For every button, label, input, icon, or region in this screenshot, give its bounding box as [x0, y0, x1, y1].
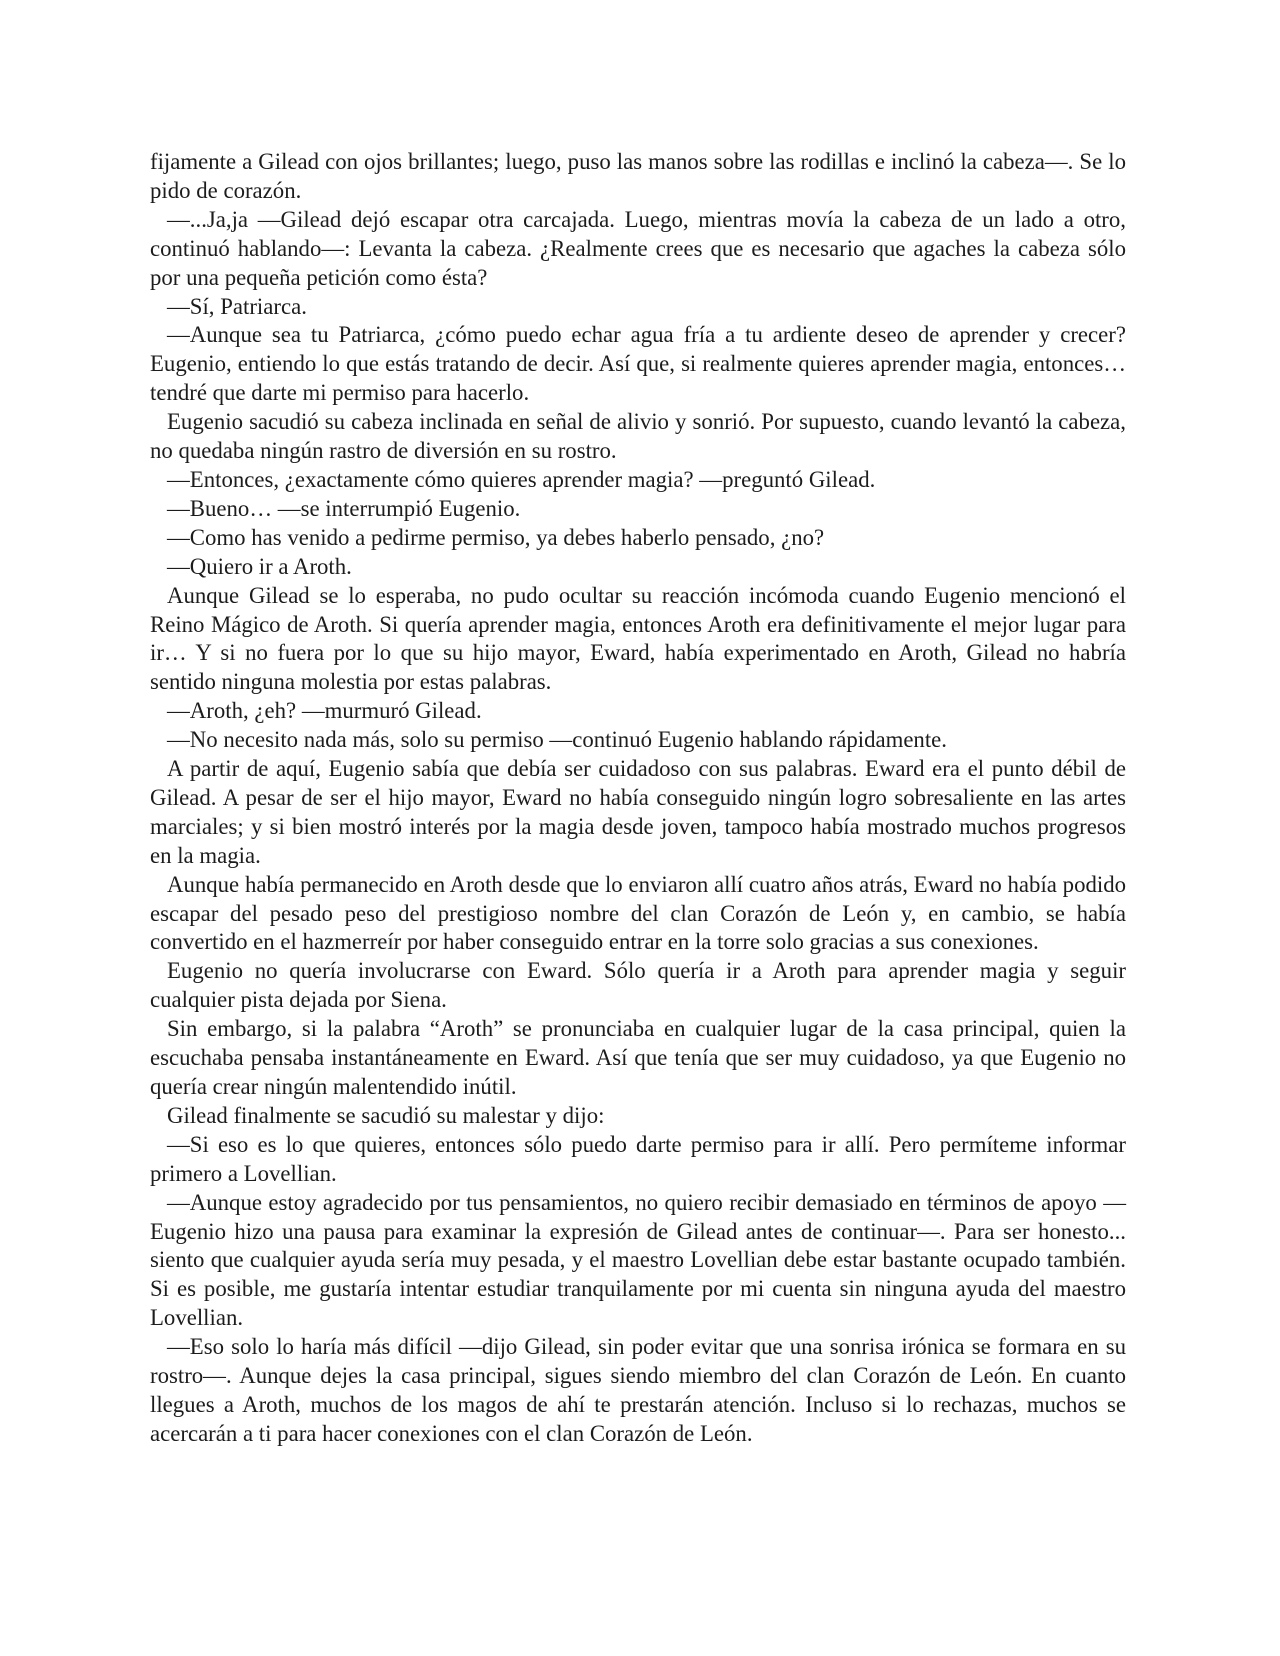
- paragraph-20: —Eso solo lo haría más difícil —dijo Gilead, sin poder evitar que una sonrisa irónica se formara en su rostro—. Aunque dejes la casa principal, sigues siendo miembro del clan Corazón de León. En cuanto llegues a Aroth, muchos de los magos de ahí te prestarán atención. Incluso si lo rechazas, muchos se acercarán a ti para hacer conexiones con el clan Corazón de León.: [150, 1334, 1126, 1446]
- paragraph-8: —Como has venido a pedirme permiso, ya debes haberlo pensado, ¿no?: [167, 524, 825, 550]
- paragraph-14: Aunque había permanecido en Aroth desde que lo enviaron allí cuatro años atrás, Eward no había podido escapar del pesado peso del prestigioso nombre del clan Corazón de León y, en cambio, se había convertido en el hazmerreír por haber conseguido entrar en la torre solo gracias a sus conexiones.: [150, 871, 1126, 955]
- paragraph-15: Eugenio no quería involucrarse con Eward. Sólo quería ir a Aroth para aprender magia y seguir cualquier pista dejada por Siena.: [150, 958, 1126, 1013]
- paragraph-18: —Si eso es lo que quieres, entonces sólo puedo darte permiso para ir allí. Pero permíteme informar primero a Lovellian.: [150, 1131, 1126, 1186]
- paragraph-10: Aunque Gilead se lo esperaba, no pudo ocultar su reacción incómoda cuando Eugenio mencionó el Reino Mágico de Aroth. Si quería aprender magia, entonces Aroth era definitivamente el mejor lugar para ir… Y si no fuera por lo que su hijo mayor, Eward, había experimentado en Aroth, Gilead no habría sentido ninguna molestia por estas palabras.: [150, 582, 1126, 695]
- paragraph-17: Gilead finalmente se sacudió su malestar y dijo:: [167, 1102, 605, 1128]
- paragraph-3: —Sí, Patriarca.: [167, 293, 307, 319]
- paragraph-1: fijamente a Gilead con ojos brillantes; luego, puso las manos sobre las rodillas e inclinó la cabeza—. Se lo pido de corazón.: [150, 149, 1126, 203]
- paragraph-16: Sin embargo, si la palabra “Aroth” se pronunciaba en cualquier lugar de la casa principal, quien la escuchaba pensaba instantáneamente en Eward. Así que tenía que ser muy cuidadoso, ya que Eugenio no quería crear ningún malentendido inútil.: [150, 1016, 1126, 1099]
- paragraph-9: —Quiero ir a Aroth.: [167, 553, 352, 579]
- paragraph-7: —Bueno… —se interrumpió Eugenio.: [167, 495, 521, 521]
- paragraph-13: A partir de aquí, Eugenio sabía que debía ser cuidadoso con sus palabras. Eward era el punto débil de Gilead. A pesar de ser el hijo mayor, Eward no había conseguido ningún logro sobresaliente en las artes marciales; y si bien mostró interés por la magia desde joven, tampoco había mostrado muchos progresos en la magia.: [150, 756, 1126, 868]
- paragraph-4: —Aunque sea tu Patriarca, ¿cómo puedo echar agua fría a tu ardiente deseo de aprender y crecer? Eugenio, entiendo lo que estás tratando de decir. Así que, si realmente quieres aprender magia, entonces… tendré que darte mi permiso para hacerlo.: [150, 322, 1126, 406]
- paragraph-6: —Entonces, ¿exactamente cómo quieres aprender magia? —preguntó Gilead.: [167, 466, 876, 492]
- paragraph-19: —Aunque estoy agradecido por tus pensamientos, no quiero recibir demasiado en términos de apoyo —Eugenio hizo una pausa para examinar la expresión de Gilead antes de continuar—. Para ser honesto... siento que cualquier ayuda sería muy pesada, y el maestro Lovellian debe estar bastante ocupado también. Si es posible, me gustaría intentar estudiar tranquilamente por mi cuenta sin ninguna ayuda del maestro Lovellian.: [150, 1189, 1126, 1331]
- paragraph-11: —Aroth, ¿eh? —murmuró Gilead.: [167, 698, 482, 724]
- paragraph-12: —No necesito nada más, solo su permiso —continuó Eugenio hablando rápidamente.: [167, 727, 947, 753]
- paragraph-5: Eugenio sacudió su cabeza inclinada en señal de alivio y sonrió. Por supuesto, cuando levantó la cabeza, no quedaba ningún rastro de diversión en su rostro.: [150, 409, 1126, 464]
- paragraph-2: —...Ja,ja —Gilead dejó escapar otra carcajada. Luego, mientras movía la cabeza de un lado a otro, continuó hablando—: Levanta la cabeza. ¿Realmente crees que es necesario que agaches la cabeza sólo por una pequeña petición como ésta?: [150, 206, 1126, 290]
- document-page: [150, 148, 1126, 1449]
